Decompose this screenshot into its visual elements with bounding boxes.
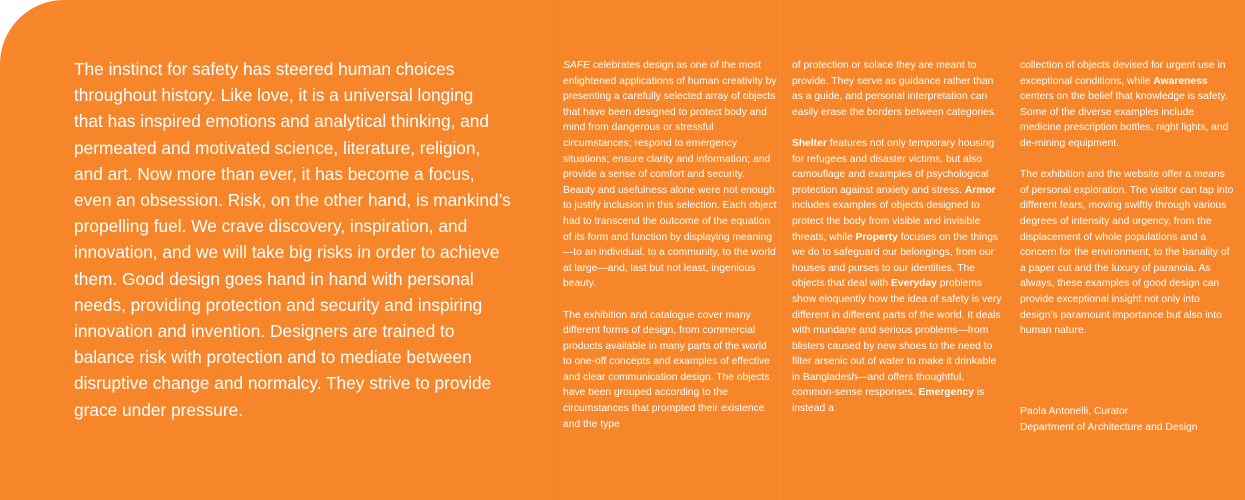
signature (1020, 404, 1235, 435)
intro-line: permeated and motivated science, literature, religion, (74, 137, 481, 158)
body-column-1 (563, 58, 778, 432)
paragraph-text: features not only temporary housing for refugees and disaster victims, but also camouflage and examples of psychological protection against anxiety and stress. (792, 137, 995, 196)
paragraph-text: is instead a (792, 387, 985, 415)
category-shelter: Shelter (792, 137, 827, 149)
category-armor: Armor (964, 184, 996, 196)
curator-department: Department of Architecture and Design (1020, 421, 1198, 433)
safe-title: SAFE (563, 60, 590, 71)
body-column-3 (1020, 58, 1235, 339)
fold-line-left (559, 0, 560, 500)
intro-line: grace under pressure. (74, 399, 244, 420)
awareness-paragraph (1020, 58, 1235, 152)
intro-line: needs, providing protection and security and inspiring (74, 294, 483, 315)
paragraph-text: includes examples of objects designed to protect the body from visible and invisible threats, while (792, 200, 981, 243)
paragraph-text: problems show eloquently how the idea of safety is very different in different parts of the world. It deals with mundane and serious problems—from blisters caused by new shoes to the need to filter arsenic out of water to make it drinkable in Bangladesh—and offers thoughtful, common-sense responses. (792, 278, 1002, 399)
intro-line: even an obsession. Risk, on the other hand, is mankind’s (74, 190, 511, 211)
paragraph-text: focuses on the things we do to safeguard our belongings, from our houses and purses to our identities. The objects that deal with (792, 231, 999, 290)
intro-line: that has inspired emotions and analytical thinking, and (74, 111, 490, 132)
exhibition-catalogue-paragraph: The exhibition and catalogue cover many different forms of design, from commercial products available in many parts of the world to one-off concepts and examples of effective and clear communication design. The objects have been grouped according to the circumstances that prompted their existence and the type (563, 309, 770, 430)
category-everyday: Everyday (891, 278, 937, 290)
intro-line: innovation, and we will take big risks in order to achieve (74, 242, 500, 263)
category-emergency: Emergency (918, 387, 975, 399)
protection-paragraph: of protection or solace they are meant to provide. They serve as guidance rather than as a guide, and personal interpretation can easily erase the borders between categories. (792, 60, 997, 118)
paragraph-text: collection of objects devised for urgent use in exceptional conditions, while (1020, 60, 1226, 87)
intro-paragraph (74, 56, 554, 423)
intro-line: disruptive change and normalcy. They strive to provide (74, 373, 492, 394)
intro-line: balance risk with protection and to mediate between (74, 347, 472, 368)
intro-line: propelling fuel. We crave discovery, inspiration, and (74, 216, 468, 237)
category-awareness: Awareness (1153, 75, 1208, 87)
paragraph-text: celebrates design as one of the most enlightened applications of human creativity by presenting a carefully selected array of objects that have been designed to protect body and mind from dangerous or stressful circumstances; respond to emergency situations; ensure clarity and information; and provide a sense of comfort and security. Beauty and usefulness alone were not enough to justify inclusion in this selection. Each object had to transcend the outcome of the equation of its form and function by displaying meaning—to an individual, to a community, to the world at large—and, last but not least, ingenious beauty. (563, 60, 777, 290)
intro-line: innovation and invention. Designers are trained to (74, 321, 455, 342)
paragraph-text: centers on the belief that knowledge is safety. Some of the diverse examples include medicine prescription bottles, night lights, and de-mining equipment. (1020, 91, 1229, 149)
website-paragraph: The exhibition and the website offer a means of personal exploration. The visitor can tap into different fears, moving swiftly through various degrees of intensity and urgency, from the displacement of whole populations and a concern for the environment, to the banality of a paper cut and the luxury of paranoia. As always, these examples of good design can provide exceptional insight not only into design’s paramount importance but also into human nature. (1020, 169, 1234, 337)
intro-line: them. Good design goes hand in hand with personal (74, 268, 474, 289)
fold-line-right (778, 0, 780, 500)
categories-paragraph (792, 136, 1007, 417)
intro-line: The instinct for safety has steered human choices (74, 59, 455, 79)
intro-line: and art. Now more than ever, it has become a focus, (74, 163, 475, 184)
intro-line: throughout history. Like love, it is a universal longing (74, 85, 474, 106)
body-column-2 (792, 58, 1007, 417)
category-property: Property (855, 231, 898, 243)
curator-name: Paola Antonelli, Curator (1020, 406, 1129, 417)
safe-celebrates-paragraph (563, 58, 778, 292)
